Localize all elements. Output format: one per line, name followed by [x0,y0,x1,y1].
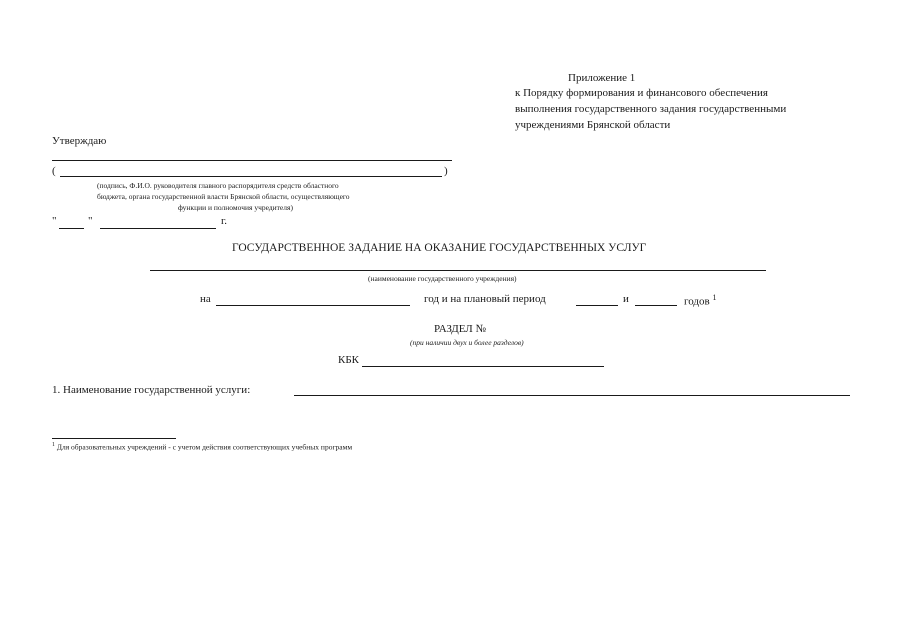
service-name-line[interactable] [294,395,850,396]
period-year-line[interactable] [216,305,410,306]
period-and: и [623,293,629,305]
footnote-text: Для образовательных учреждений - с учетом действия соответствующих учебных программ [56,442,353,452]
approval-caption-3: функции и полномочия учредителя) [178,203,293,212]
appendix-line-2: выполнения государственного задания государственными [515,103,787,115]
section-caption: (при наличии двух и более разделов) [410,338,524,347]
approval-label: Утверждаю [52,135,107,147]
period-plan-year-1-line[interactable] [576,305,618,306]
footnote-separator [52,438,176,439]
approval-open-paren: ( [52,165,56,177]
approval-signature-line[interactable] [52,160,452,161]
period-middle: год и на плановый период [424,293,546,305]
institution-name-line[interactable] [150,270,766,271]
appendix-line-1: к Порядку формирования и финансового обеспечения [515,87,768,99]
footnote-reference: 1 [712,293,717,302]
kbk-label: КБК [338,354,359,366]
period-prefix: на [200,293,211,305]
approval-name-line[interactable] [60,176,442,177]
appendix-title: Приложение 1 [568,72,636,84]
appendix-line-3: учреждениями Брянской области [515,119,671,131]
section-label: РАЗДЕЛ № [434,323,487,335]
date-quote-close: " [88,215,93,227]
footnote-mark: 1 [52,442,55,448]
service-name-label: 1. Наименование государственной услуги: [52,384,251,396]
footnote [52,442,352,452]
date-day-line[interactable] [59,228,84,229]
approval-close-paren: ) [444,165,448,177]
approval-caption-1: (подпись, Ф.И.О. руководителя главного распорядителя средств областного [97,181,339,190]
kbk-line[interactable] [362,366,604,367]
institution-caption: (наименование государственного учреждения) [368,274,517,283]
approval-caption-2: бюджета, органа государственной власти Брянской области, осуществляющего [97,192,350,201]
date-year-suffix: г. [221,215,228,227]
date-month-line[interactable] [100,228,216,229]
period-suffix: годов $^1$ [684,293,717,308]
date-quote-open: " [52,215,57,227]
period-plan-year-2-line[interactable] [635,305,677,306]
document-title: ГОСУДАРСТВЕННОЕ ЗАДАНИЕ НА ОКАЗАНИЕ ГОСУДАРСТВЕННЫХ УСЛУГ [232,242,647,254]
